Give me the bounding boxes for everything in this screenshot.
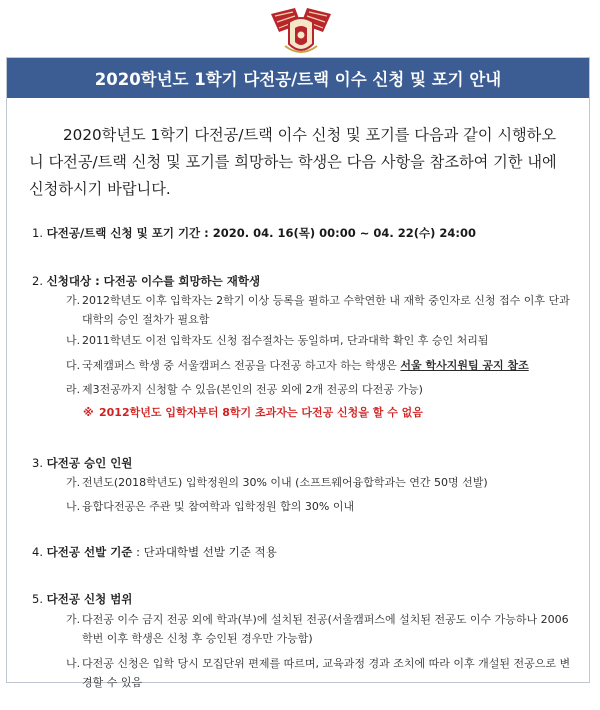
section-2-item-ra <box>66 380 572 399</box>
section-2-heading: 신청대상 : 다전공 이수를 희망하는 재학생 <box>46 274 261 288</box>
section-3 <box>32 455 132 471</box>
section-5-number: 5. <box>32 592 43 606</box>
item-mark: 나. <box>66 500 81 513</box>
section-2-item-da <box>66 356 572 375</box>
section-2 <box>32 273 260 289</box>
section-3-number: 3. <box>32 456 43 470</box>
section-4-detail: : 단과대학별 선발 기준 적용 <box>132 545 277 559</box>
item-text: 전년도(2018학년도) 입학정원의 30% 이내 (소프트웨어융합학과는 연간 50명 선발) <box>82 476 488 489</box>
section-4 <box>32 544 277 560</box>
item-mark: 다. <box>66 359 81 372</box>
university-emblem-logo <box>265 2 337 58</box>
item-text: 융합다전공은 주관 및 참여학과 입학정원 합의 30% 이내 <box>82 500 355 513</box>
section-1 <box>32 225 476 241</box>
item-mark: 나. <box>66 657 81 670</box>
item-text: 제3전공까지 신청할 수 있음(본인의 전공 외에 2개 전공의 다전공 가능) <box>82 383 423 396</box>
notice-title: 2020학년도 1학기 다전공/트랙 이수 신청 및 포기 안내 <box>94 70 502 89</box>
section-3-item-na <box>66 497 572 516</box>
warning-mark: ※ <box>83 406 94 419</box>
section-3-heading: 다전공 승인 인원 <box>46 456 133 470</box>
item-mark: 라. <box>66 383 81 396</box>
section-5-item-ga <box>66 610 572 648</box>
item-text: 2011학년도 이전 입학자도 신청 접수절차는 동일하며, 단과대학 확인 후 승인 처리됨 <box>82 334 489 347</box>
section-2-warning <box>83 403 589 422</box>
seoul-notice-reference: 서울 학사지원팀 공지 참조 <box>400 359 529 372</box>
notice-frame <box>6 57 590 689</box>
section-3-item-ga <box>66 473 572 492</box>
section-2-number: 2. <box>32 274 43 288</box>
section-1-number: 1. <box>32 226 43 240</box>
item-text: 다전공 이수 금지 전공 외에 학과(부)에 설치된 전공(서울캠퍼스에 설치된 전공도 이수 가능하나 2006학번 이후 학생은 신청 후 승인된 경우만 가능함) <box>82 613 569 645</box>
section-5-heading: 다전공 신청 범위 <box>46 592 133 606</box>
intro-paragraph: 2020학년도 1학기 다전공/트랙 이수 신청 및 포기를 다음과 같이 시행하오니 다전공/트랙 신청 및 포기를 희망하는 학생은 다음 사항을 참조하여 기한 내에 신청하시기 바랍니다. <box>29 126 557 198</box>
warning-text: 2012학년도 입학자부터 8학기 초과자는 다전공 신청을 할 수 없음 <box>99 406 423 419</box>
section-2-item-na <box>66 331 572 350</box>
item-mark: 가. <box>66 613 81 626</box>
section-5-item-na <box>66 654 572 692</box>
item-mark: 가. <box>66 294 81 307</box>
item-text: 국제캠퍼스 학생 중 서울캠퍼스 전공을 다전공 하고자 하는 학생은 <box>82 359 401 372</box>
section-1-heading: 다전공/트랙 신청 및 포기 기간 : 2020. 04. 16(목) 00:00 ~ 04. 22(수) 24:00 <box>46 226 477 240</box>
item-mark: 가. <box>66 476 81 489</box>
item-text: 2012학년도 이후 입학자는 2학기 이상 등록을 필하고 수학연한 내 재학 중인자로 신청 접수 이후 단과대학의 승인 절차가 필요함 <box>82 294 570 326</box>
section-2-item-ga <box>66 291 572 329</box>
notice-title-banner <box>7 58 589 98</box>
section-5 <box>32 591 132 607</box>
item-mark: 나. <box>66 334 81 347</box>
item-text: 다전공 신청은 입학 당시 모집단위 편제를 따르며, 교육과정 경과 조치에 따라 이후 개설된 전공으로 변경할 수 있음 <box>82 657 571 689</box>
section-4-heading: 다전공 선발 기준 <box>46 545 133 559</box>
section-4-number: 4. <box>32 545 43 559</box>
